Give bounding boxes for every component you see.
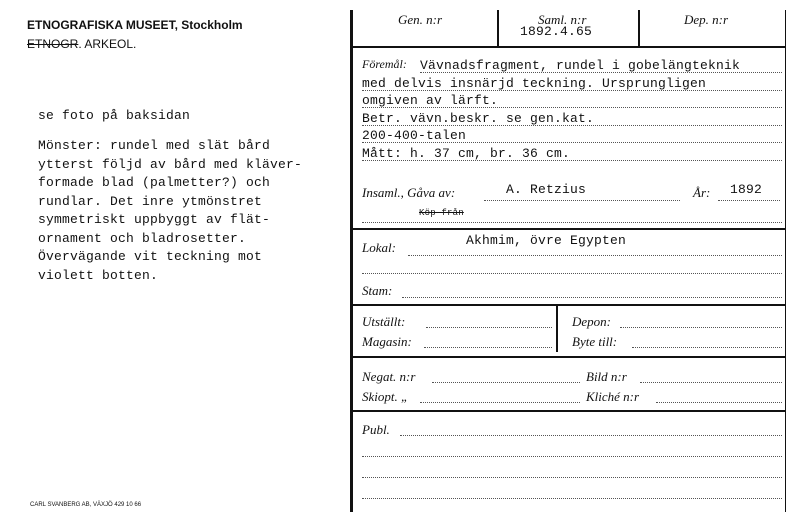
insaml-label: Insaml., Gåva av: [362, 185, 456, 200]
dotted-line [484, 200, 680, 201]
section-rule [350, 356, 786, 358]
department-line [27, 37, 136, 51]
dotted-line [424, 347, 552, 348]
pattern-notes [38, 137, 302, 285]
publ-label: Publ. [362, 422, 390, 437]
dotted-line [432, 382, 580, 383]
negat-nr-label: Negat. n:r [362, 369, 416, 384]
photo-note: se foto på baksidan [38, 108, 191, 123]
dotted-line [656, 402, 782, 403]
department-struck: ETNOGR [27, 37, 79, 51]
section-rule [350, 228, 786, 230]
description-line: Betr. vävn.beskr. se gen.kat. [362, 110, 595, 126]
saml-nr-value: 1892.4.65 [520, 24, 593, 39]
description-line: Vävnadsfragment, rundel i gobelängteknik [420, 58, 741, 73]
card-right-border [785, 10, 786, 512]
dotted-line [640, 382, 782, 383]
dotted-line [420, 72, 782, 73]
section-divider [556, 306, 558, 352]
bild-nr-label: Bild n:r [586, 369, 627, 384]
section-rule [350, 304, 786, 306]
description-line: omgiven av lärft. [362, 93, 499, 108]
dotted-line [362, 477, 782, 478]
notes-line: Övervägande vit teckning mot [38, 249, 263, 264]
museum-name: ETNOGRAFISKA MUSEET, Stockholm [27, 18, 243, 32]
magasin-label: Magasin: [362, 334, 412, 349]
dotted-line [426, 327, 552, 328]
foremal-label: Föremål: [362, 57, 407, 71]
description-line: med delvis insnärjd teckning. Ursprungligen [362, 75, 707, 91]
notes-line: ornament och bladrosetter. [38, 230, 247, 246]
dotted-line [362, 125, 782, 126]
header-rule [350, 46, 786, 48]
header-divider [497, 10, 499, 46]
utstallt-label: Utställt: [362, 314, 406, 329]
ar-value: 1892 [730, 182, 763, 197]
dotted-line [632, 347, 782, 348]
notes-line: symmetriskt uppbyggt av flät- [38, 212, 271, 227]
section-rule [350, 410, 786, 412]
insaml-value: A. Retzius [506, 182, 587, 197]
description-line: Mått: h. 37 cm, br. 36 cm. [362, 145, 571, 161]
depon-label: Depon: [572, 314, 611, 329]
dotted-line [362, 498, 782, 499]
dotted-line [362, 222, 782, 223]
saml-nr-label: Saml. n:r [538, 12, 587, 27]
dotted-line [362, 160, 782, 161]
dotted-line [420, 402, 580, 403]
dotted-line [400, 435, 782, 436]
card-left-border [350, 10, 353, 512]
struck-text: Köp från [419, 208, 464, 218]
lokal-value: Akhmim, övre Egypten [466, 233, 627, 248]
kliche-nr-label: Kliché n:r [586, 389, 640, 404]
stam-label: Stam: [362, 283, 393, 298]
lokal-label: Lokal: [362, 240, 396, 255]
notes-line: rundlar. Det inre ytmönstret [38, 193, 263, 209]
dotted-line [362, 142, 782, 143]
department-label: . ARKEOL. [78, 37, 137, 51]
printer-imprint: CARL SVANBERG AB, VÄXJÖ 429 10 66 [30, 502, 142, 508]
dotted-line [362, 90, 782, 91]
dotted-line [402, 297, 782, 298]
ar-label: År: [693, 185, 711, 200]
byte-till-label: Byte till: [572, 334, 618, 349]
description-line: 200-400-talen [362, 128, 467, 143]
header-divider [638, 10, 640, 46]
gen-nr-label: Gen. n:r [398, 12, 443, 27]
dotted-line [408, 255, 782, 256]
skiopt-label: Skiopt. „ [362, 389, 409, 404]
notes-line: violett botten. [38, 267, 159, 283]
notes-line: ytterst följd av bård med kläver- [38, 156, 303, 172]
dotted-line [362, 107, 782, 108]
dotted-line [718, 200, 780, 201]
dotted-line [620, 327, 782, 328]
notes-line: formade blad (palmetter?) och [38, 175, 271, 190]
notes-line: Mönster: rundel med slät bård [38, 138, 271, 153]
dotted-line [362, 273, 782, 274]
dep-nr-label: Dep. n:r [684, 12, 729, 27]
dotted-line [362, 456, 782, 457]
